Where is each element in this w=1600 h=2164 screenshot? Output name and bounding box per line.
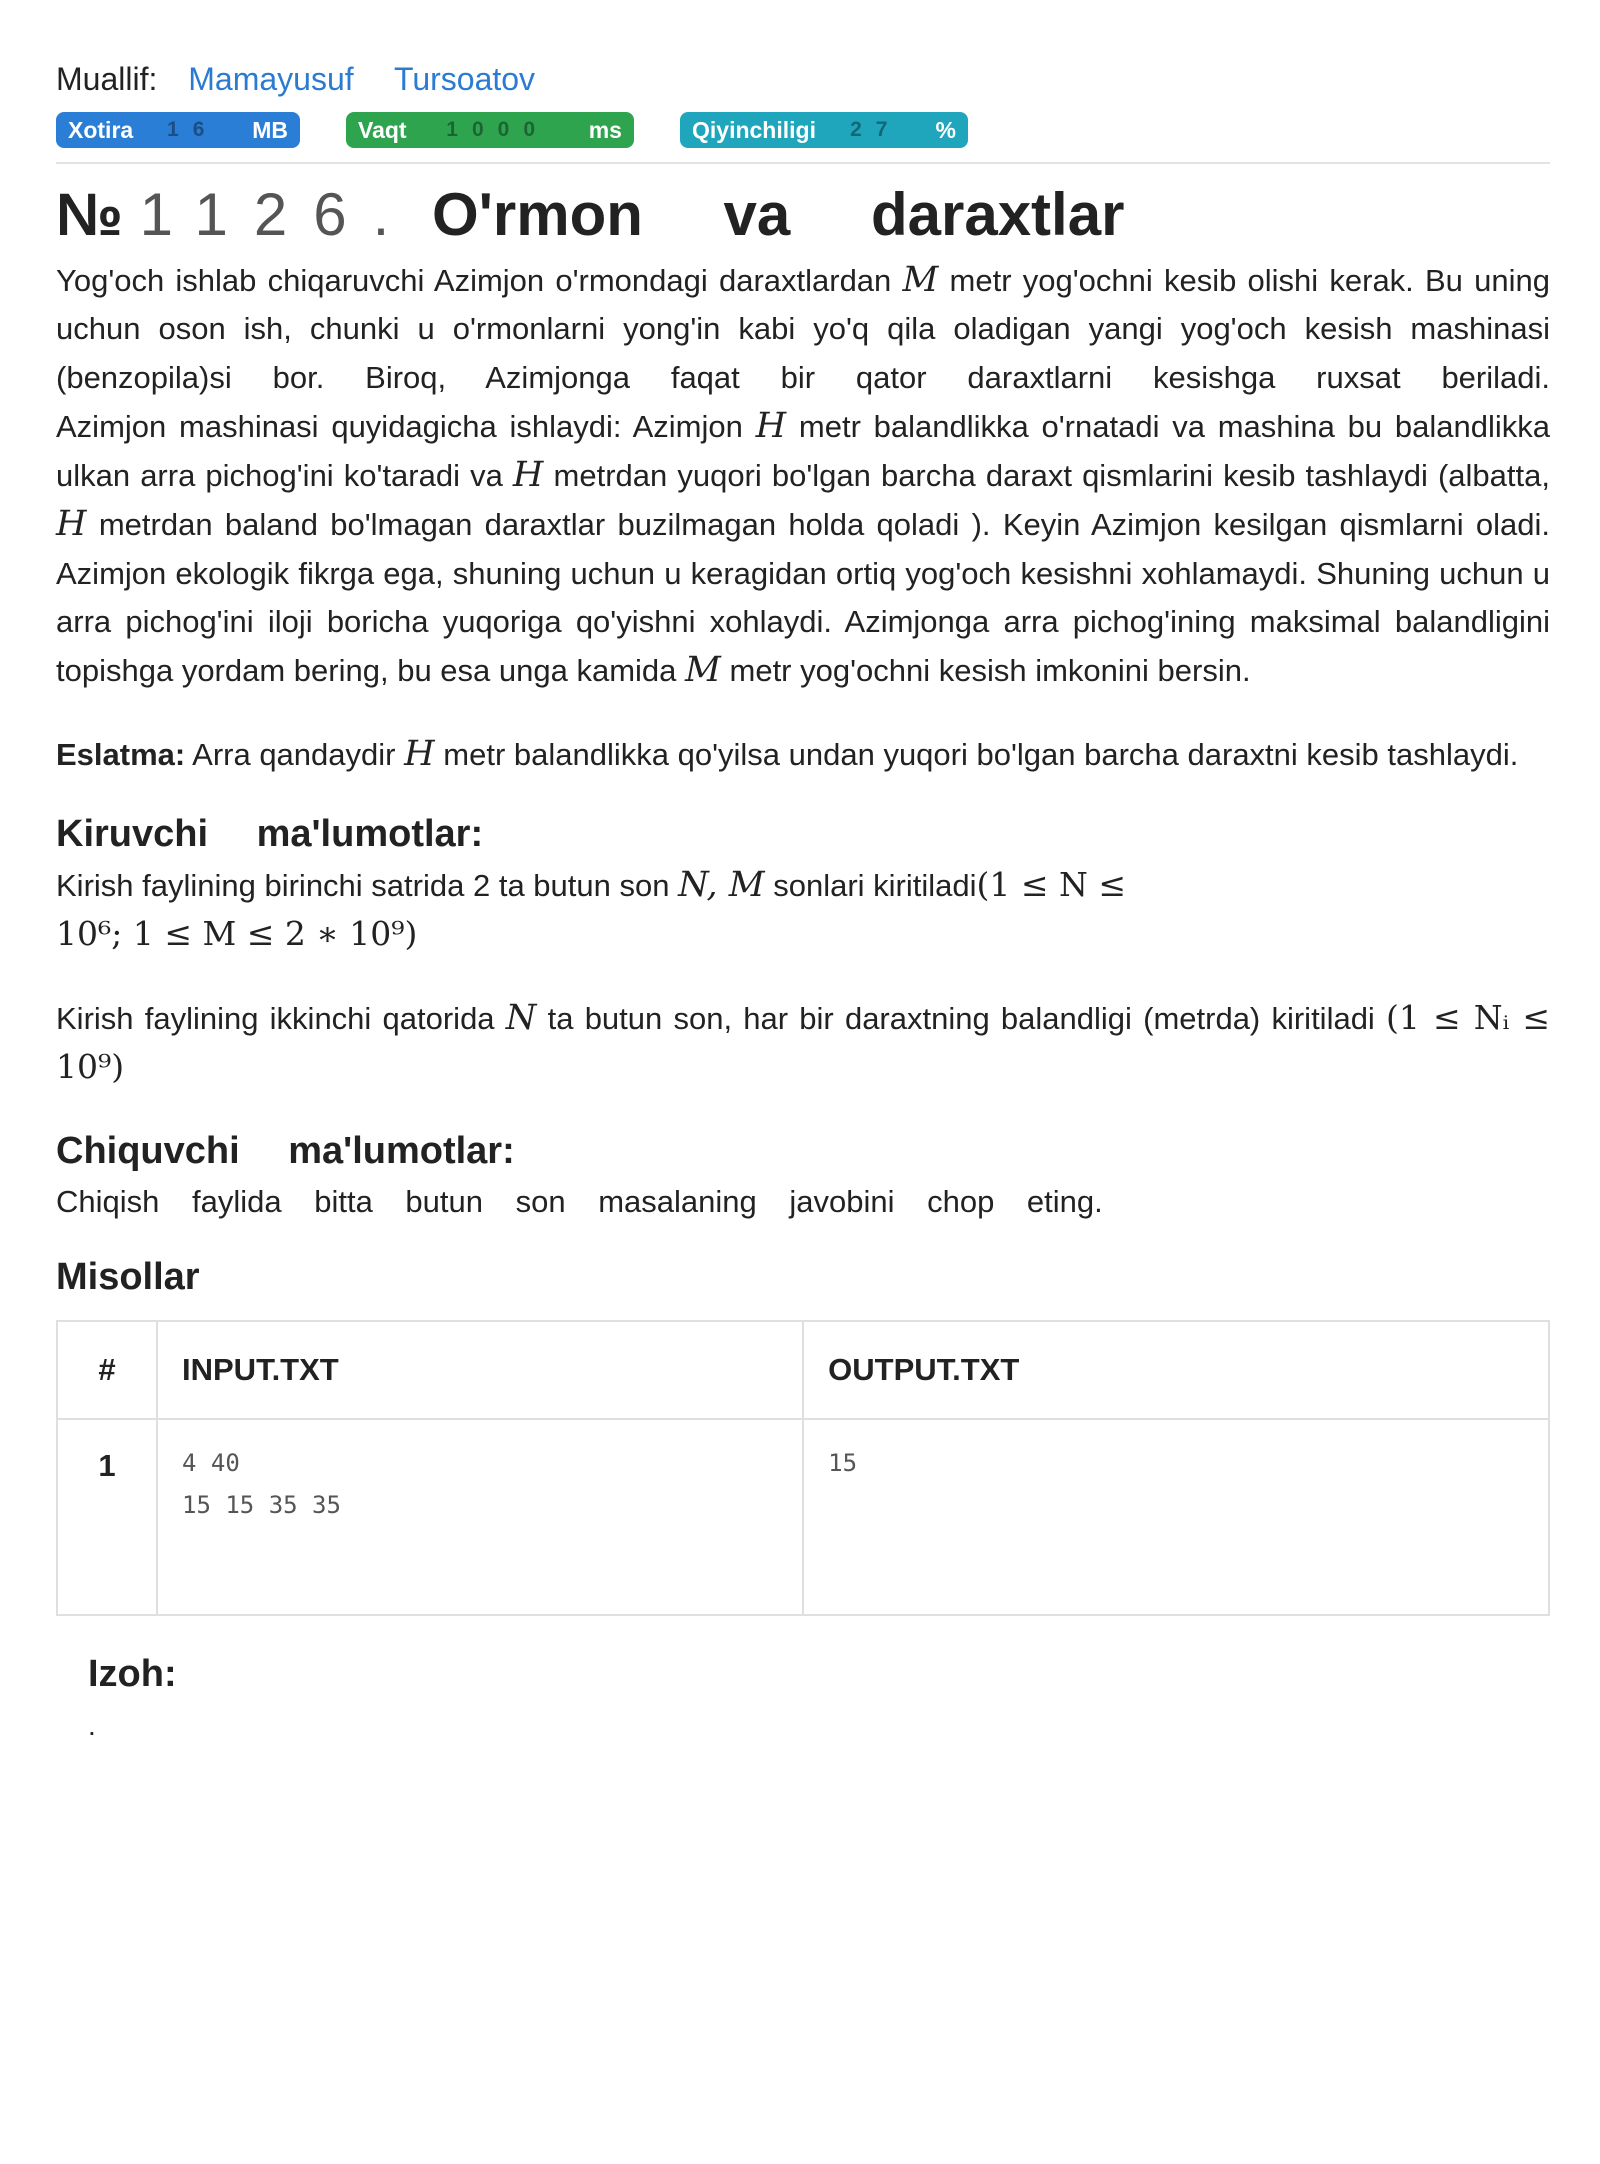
problem-content [56, 52, 1550, 1742]
example-input: 4 40 15 15 35 35 [182, 1449, 341, 1520]
math-constraint: (1 ≤ Nᵢ ≤ 10⁹) [56, 997, 1550, 1086]
math-var-n: N [505, 997, 537, 1038]
statement-paragraph-1 [56, 256, 1550, 402]
divider [56, 162, 1550, 164]
izoh-text: . [88, 1710, 96, 1742]
problem-number-prefix: № [56, 181, 123, 248]
statement-text: Azimjon mashinasi quyidagicha ishlaydi: Azimjon [56, 408, 743, 444]
math-var-m: M [685, 650, 721, 691]
problem-title [56, 174, 1550, 256]
memory-unit: MB [252, 116, 288, 143]
note-text: metr balandlikka qo'yilsa undan yuqori bo'lgan barcha daraxtni kesib tashlaydi. [443, 736, 1519, 772]
statement-text: Azimjon ekologik fikrga ega, shuning uchun u keragidan ortiq yog'och kesishni xohlamaydi. Shuning uchun u arra pichog'ini iloji boricha yuqoriga qo'yishni xohlaydi. Azimjonga arra pichog'ining maksimal balandligini topishga yordam bering, bu esa unga kamida [56, 555, 1550, 689]
output-heading: Chiquvchi ma'lumotlar: [56, 1130, 515, 1173]
memory-label: Xotira [68, 116, 134, 143]
math-var-h: H [404, 733, 435, 774]
statement-text: metrdan yuqori bo'lgan barcha daraxt qismlarini kesib tashlaydi (albatta, [553, 458, 1550, 494]
izoh-heading: Izoh: [88, 1653, 177, 1696]
time-limit-badge [346, 112, 634, 148]
math-var-h: H [56, 504, 87, 545]
example-output: 15 [828, 1449, 858, 1478]
note-label: Eslatma: [56, 736, 186, 772]
limits-badges [56, 112, 1550, 150]
statement-text: metr yog'ochni kesish imkonini bersin. [729, 653, 1251, 689]
author-line [56, 52, 1550, 106]
statement-paragraph-2 [56, 402, 1550, 550]
input-line-1 [56, 861, 1550, 960]
input-heading: Kiruvchi ma'lumotlar: [56, 812, 484, 855]
statement-text: metrdan baland bo'lmagan daraxtlar buzilmagan holda qoladi ). Keyin Azimjon kesilgan qismlarni oladi. [98, 507, 1550, 543]
example-input-cell [157, 1419, 803, 1615]
difficulty-badge [680, 112, 968, 148]
output-text: Chiqish faylida bitta butun son masalaning javobini chop eting. [56, 1184, 1103, 1220]
time-value: 1000 [446, 118, 550, 141]
note-text: Arra qandaydir [192, 736, 396, 772]
input-text: 2 [472, 867, 491, 903]
difficulty-unit: % [935, 116, 956, 143]
problem-title-text: O'rmon va daraxtlar [431, 181, 1125, 248]
math-vars-n-m: N, M [678, 864, 765, 905]
author-last-name-link[interactable]: Tursoatov [393, 61, 536, 97]
difficulty-value: 27 [850, 118, 902, 141]
column-header-output: OUTPUT.TXT [803, 1321, 1549, 1419]
input-text: Kirish faylining birinchi satrida [56, 867, 465, 903]
statement-text: metr balandlikka o'rnatadi va mashina bu balandlikka ulkan arra pichog'ini ko'taradi va [56, 408, 1550, 494]
math-var-h: H [512, 455, 544, 496]
table-header-row [57, 1321, 1549, 1419]
input-text: sonlari kiritiladi [773, 867, 977, 903]
statement-text: metr yog'ochni kesib olishi kerak. Bu uning uchun oson ish, chunki u o'rmonlarni yong'in kabi yo'q qila oladigan yangi yog'och kesish mashinasi (benzopila)si bor. Biroq, Azimjonga faqat bir qator daraxtlarni kesishga ruxsat beriladi. [56, 263, 1550, 395]
statement-text: Yog'och ishlab chiqaruvchi Azimjon o'rmondagi daraxtlardan [56, 263, 892, 298]
math-var-h: H [755, 405, 787, 446]
column-header-index: # [57, 1321, 157, 1419]
difficulty-label: Qiyinchiligi [692, 116, 816, 143]
author-label: Muallif: [56, 61, 158, 97]
example-index: 1 [57, 1419, 157, 1615]
author-first-name-link[interactable]: Mamayusuf [188, 61, 354, 97]
examples-heading: Misollar [56, 1256, 200, 1299]
time-unit: ms [588, 116, 622, 143]
example-output-cell [803, 1419, 1549, 1615]
math-constraint: (1 ≤ N ≤ [976, 864, 1127, 904]
examples-table [56, 1320, 1550, 1616]
memory-limit-badge [56, 112, 300, 148]
input-text: Kirish faylining ikkinchi qatorida [56, 1000, 495, 1036]
time-label: Vaqt [358, 116, 407, 143]
izoh-section [88, 1646, 1550, 1742]
statement-paragraph-3 [56, 550, 1550, 696]
note-paragraph [56, 730, 1550, 779]
input-text: ta butun son [498, 867, 670, 903]
table-row [57, 1419, 1549, 1615]
math-constraint: 10⁶; 1 ≤ M ≤ 2 ∗ 10⁹) [56, 914, 418, 954]
column-header-input: INPUT.TXT [157, 1321, 803, 1419]
input-text: ta butun son, har bir daraxtning balandligi (metrda) kiritiladi [547, 1000, 1375, 1036]
math-var-m: M [902, 260, 939, 300]
problem-number: 1126. [139, 181, 416, 248]
memory-value: 16 [167, 118, 219, 141]
input-line-2 [56, 994, 1550, 1093]
